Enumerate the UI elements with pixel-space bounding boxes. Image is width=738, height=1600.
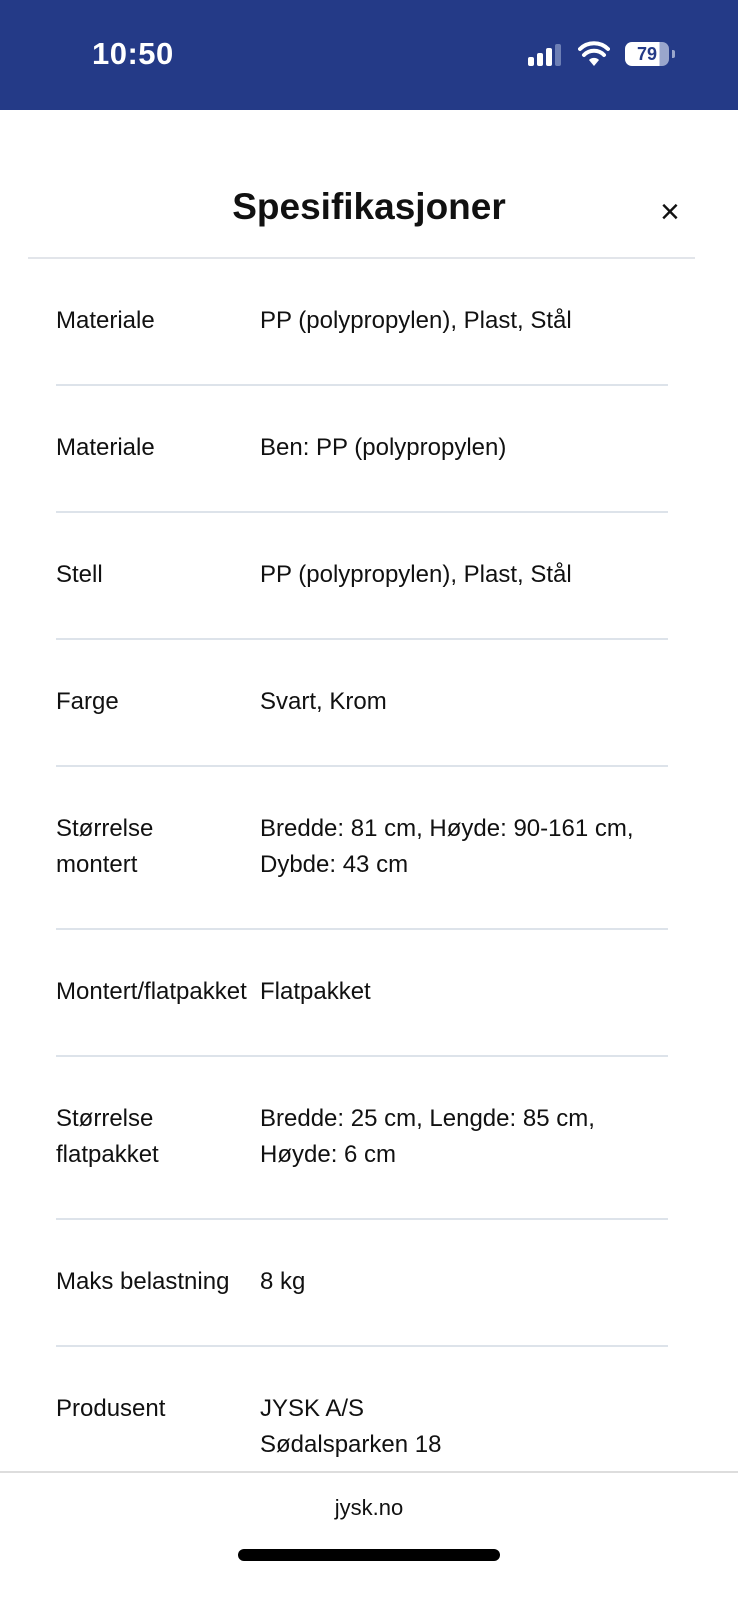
spec-row — [56, 513, 668, 640]
spec-label: Produsent — [56, 1395, 166, 1422]
spec-row — [56, 767, 668, 930]
browser-bottom-bar — [0, 1471, 738, 1600]
cellular-signal-icon — [528, 44, 561, 66]
modal-title: Spesifikasjoner — [232, 186, 506, 227]
home-indicator[interactable] — [238, 1549, 500, 1561]
spec-value-line: Sødalsparken 18 — [260, 1431, 442, 1458]
spec-list — [56, 259, 668, 1508]
spec-row — [56, 930, 668, 1057]
spec-value: PP (polypropylen), Plast, Stål — [260, 561, 572, 588]
spec-value: 8 kg — [260, 1268, 306, 1295]
spec-row — [56, 640, 668, 767]
status-bar — [0, 0, 738, 110]
spec-row — [56, 386, 668, 513]
spec-value — [260, 1391, 668, 1463]
wifi-icon — [578, 40, 610, 68]
spec-row — [56, 1220, 668, 1347]
url-label[interactable]: jysk.no — [334, 1495, 404, 1520]
spec-label: Stell — [56, 561, 103, 588]
spec-label: Maks belastning — [56, 1268, 230, 1295]
status-time: 10:50 — [92, 36, 174, 71]
spec-value: Ben: PP (polypropylen) — [260, 434, 507, 461]
spec-row — [56, 1057, 668, 1220]
battery-icon: 79 — [625, 42, 669, 66]
spec-label: Størrelse montert — [56, 815, 154, 878]
spec-row — [56, 259, 668, 386]
spec-label: Montert/flatpakket — [56, 978, 247, 1005]
spec-value: Svart, Krom — [260, 688, 387, 715]
spec-label: Farge — [56, 688, 119, 715]
spec-label: Materiale — [56, 434, 155, 461]
spec-label: Størrelse flatpakket — [56, 1105, 159, 1168]
spec-value: Bredde: 81 cm, Høyde: 90-161 cm, Dybde: 43 cm — [260, 815, 634, 878]
spec-value: PP (polypropylen), Plast, Stål — [260, 307, 572, 334]
spec-value: Bredde: 25 cm, Lengde: 85 cm, Høyde: 6 cm — [260, 1105, 595, 1168]
spec-label: Materiale — [56, 307, 155, 334]
spec-value: Flatpakket — [260, 978, 371, 1005]
close-icon[interactable]: × — [660, 193, 680, 231]
spec-value-line: JYSK A/S — [260, 1395, 365, 1422]
